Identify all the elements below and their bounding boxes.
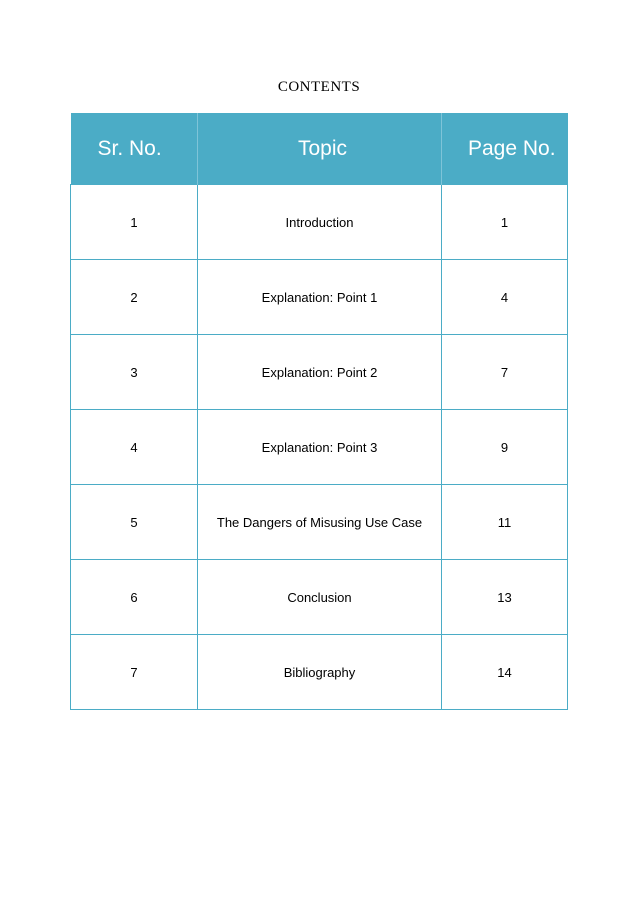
cell-sr-no: 3 [71, 335, 198, 410]
cell-sr-no: 2 [71, 260, 198, 335]
table-row [71, 335, 568, 410]
cell-page-no: 4 [442, 260, 568, 335]
table-row [71, 410, 568, 485]
contents-table [70, 113, 568, 710]
cell-page-no: 9 [442, 410, 568, 485]
cell-sr-no: 5 [71, 485, 198, 560]
cell-sr-no: 7 [71, 635, 198, 710]
cell-topic: The Dangers of Misusing Use Case [198, 485, 442, 560]
cell-page-no: 14 [442, 635, 568, 710]
table-row [71, 635, 568, 710]
cell-topic: Conclusion [198, 560, 442, 635]
header-topic: Topic [198, 113, 442, 185]
table-row [71, 185, 568, 260]
cell-page-no: 11 [442, 485, 568, 560]
page-title: CONTENTS [277, 79, 361, 95]
table-row [71, 485, 568, 560]
table-row [71, 560, 568, 635]
cell-topic: Bibliography [198, 635, 442, 710]
cell-topic: Explanation: Point 2 [198, 335, 442, 410]
cell-sr-no: 6 [71, 560, 198, 635]
table-row [71, 260, 568, 335]
cell-page-no: 1 [442, 185, 568, 260]
header-page-no: Page No. [442, 113, 568, 185]
cell-page-no: 7 [442, 335, 568, 410]
cell-topic: Explanation: Point 3 [198, 410, 442, 485]
table-header-row [71, 113, 568, 185]
cell-topic: Introduction [198, 185, 442, 260]
header-sr-no: Sr. No. [71, 113, 198, 185]
cell-sr-no: 4 [71, 410, 198, 485]
cell-page-no: 13 [442, 560, 568, 635]
cell-sr-no: 1 [71, 185, 198, 260]
cell-topic: Explanation: Point 1 [198, 260, 442, 335]
